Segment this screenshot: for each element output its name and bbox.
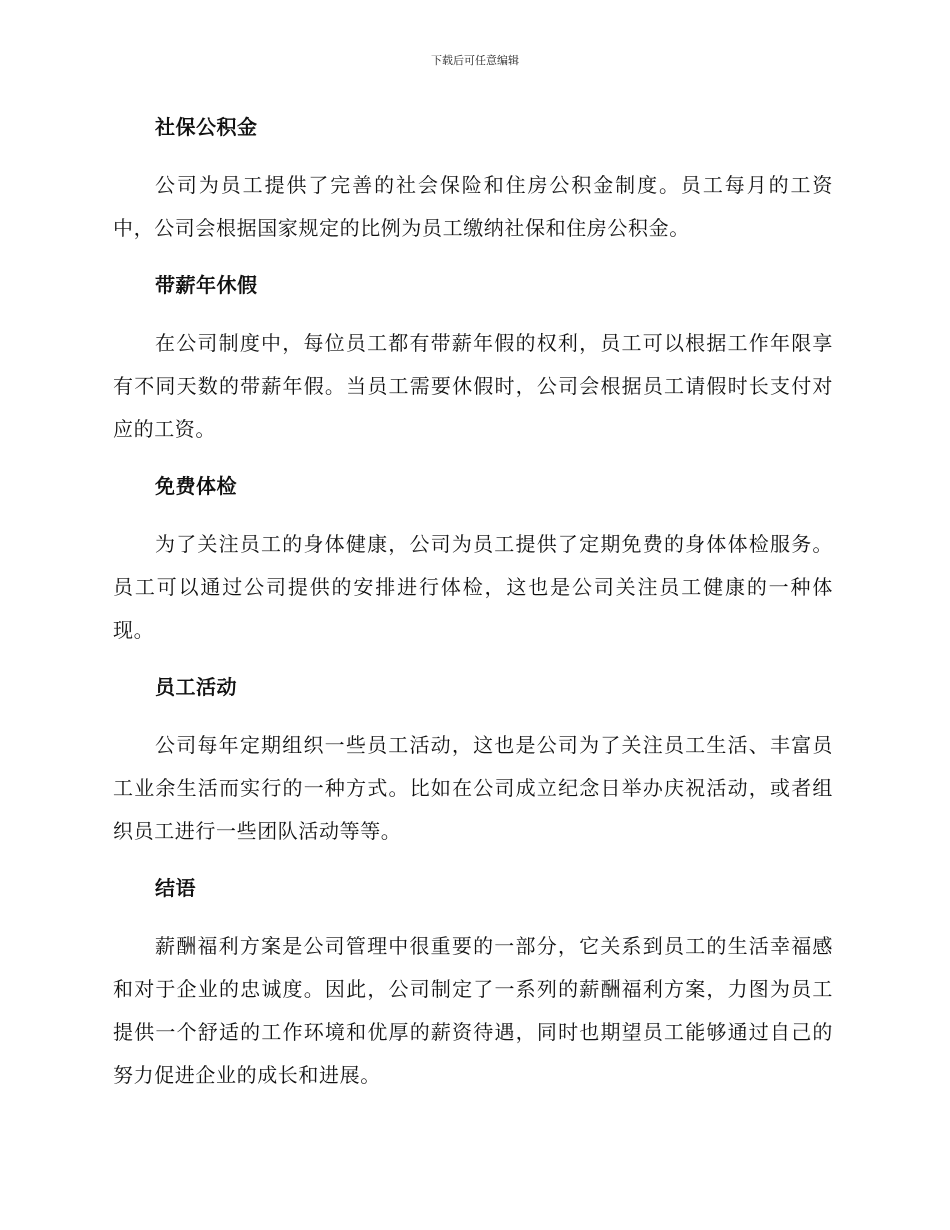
section-social-insurance (113, 110, 833, 250)
section-conclusion (113, 871, 833, 1097)
section-paragraph: 公司每年定期组织一些员工活动，这也是公司为了关注员工生活、丰富员工业余生活而实行的一种方式。比如在公司成立纪念日举办庆祝活动，或者组织员工进行一些团队活动等等。 (113, 733, 833, 843)
section-paragraph: 为了关注员工的身体健康，公司为员工提供了定期免费的身体体检服务。员工可以通过公司提供的安排进行体检，这也是公司关注员工健康的一种体现。 (113, 532, 833, 642)
document-body (113, 110, 833, 1115)
section-heading: 免费体检 (155, 474, 237, 498)
section-paragraph: 在公司制度中，每位员工都有带薪年假的权利，员工可以根据工作年限享有不同天数的带薪年假。当员工需要休假时，公司会根据员工请假时长支付对应的工资。 (113, 331, 833, 441)
page-header: 下载后可任意编辑 (431, 54, 519, 67)
section-paid-leave (113, 268, 833, 451)
section-heading: 带薪年休假 (155, 273, 258, 297)
section-paragraph: 薪酬福利方案是公司管理中很重要的一部分，它关系到员工的生活幸福感和对于企业的忠诚度。因此，公司制定了一系列的薪酬福利方案，力图为员工提供一个舒适的工作环境和优厚的薪资待遇，同时也期望员工能够通过自己的努力促进企业的成长和进展。 (113, 934, 833, 1087)
section-heading: 员工活动 (155, 675, 237, 699)
section-free-checkup (113, 469, 833, 652)
section-heading: 社保公积金 (155, 115, 258, 139)
section-employee-activities (113, 670, 833, 853)
section-heading: 结语 (155, 876, 196, 900)
section-paragraph: 公司为员工提供了完善的社会保险和住房公积金制度。员工每月的工资中，公司会根据国家规定的比例为员工缴纳社保和住房公积金。 (113, 173, 833, 240)
